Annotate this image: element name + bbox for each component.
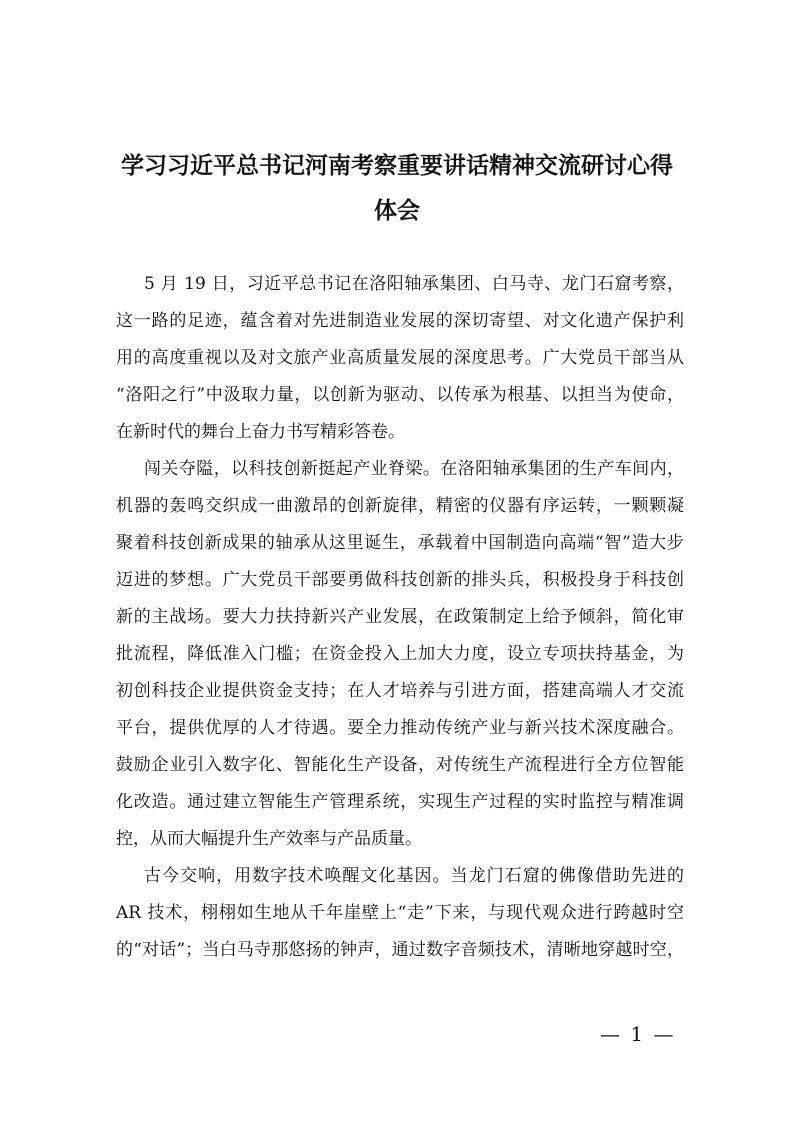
paragraph-line: 5 月 19 日，习近平总书记在洛阳轴承集团、白马寺、龙门石窟考察， (144, 274, 684, 294)
paragraph-line: 古今交响，用数字技术唤醒文化基因。当龙门石窟的佛像借助先进的 (144, 866, 684, 886)
paragraph-line: “洛阳之行”中汲取力量，以创新为驱动、以传承为根基、以担当为使命， (116, 385, 684, 405)
page-number: — 1 — (600, 1022, 676, 1046)
paragraph-line: 新的主战场。要大力扶持新兴产业发展，在政策制定上给予倾斜，简化审 (116, 607, 684, 627)
paragraph (116, 266, 684, 451)
paragraph-line: AR 技术，栩栩如生地从千年崖壁上“走”下来，与现代观众进行跨越时空 (116, 903, 684, 923)
paragraph-line: 控，从而大幅提升生产效率与产品质量。 (116, 829, 422, 849)
paragraph-line: 机器的轰鸣交织成一曲激昂的创新旋律，精密的仪器有序运转，一颗颗凝 (116, 496, 684, 516)
paragraph-line: 鼓励企业引入数字化、智能化生产设备，对传统生产流程进行全方位智能 (116, 755, 684, 775)
paragraph-line: 化改造。通过建立智能生产管理系统，实现生产过程的实时监控与精准调 (116, 792, 684, 812)
paragraph-line: 聚着科技创新成果的轴承从这里诞生，承载着中国制造向高端“智”造大步 (116, 533, 684, 553)
paragraph-line: 初创科技企业提供资金支持；在人才培养与引进方面，搭建高端人才交流 (116, 681, 684, 701)
paragraph-line: 这一路的足迹，蕴含着对先进制造业发展的深切寄望、对文化遗产保护利 (116, 311, 684, 331)
paragraph-line: 在新时代的舞台上奋力书写精彩答卷。 (116, 422, 405, 442)
paragraph (116, 451, 684, 858)
document-title-line-1: 学习习近平总书记河南考察重要讲话精神交流研讨心得 (121, 153, 673, 179)
paragraph (116, 858, 684, 969)
document-title-line-2: 体会 (374, 198, 420, 224)
paragraph-line: 用的高度重视以及对文旅产业高质量发展的深度思考。广大党员干部当从 (116, 348, 684, 368)
paragraph-line: 平台，提供优厚的人才待遇。要全力推动传统产业与新兴技术深度融合。 (116, 718, 684, 738)
paragraph-line: 闯关夺隘，以科技创新挺起产业脊梁。在洛阳轴承集团的生产车间内， (144, 459, 684, 479)
paragraph-line: 批流程，降低准入门槛；在资金投入上加大力度，设立专项扶持基金，为 (116, 644, 684, 664)
paragraph-line: 的“对话”；当白马寺那悠扬的钟声，通过数字音频技术，清晰地穿越时空， (116, 940, 684, 960)
document-body (116, 266, 684, 969)
paragraph-line: 迈进的梦想。广大党员干部要勇做科技创新的排头兵，积极投身于科技创 (116, 570, 684, 590)
